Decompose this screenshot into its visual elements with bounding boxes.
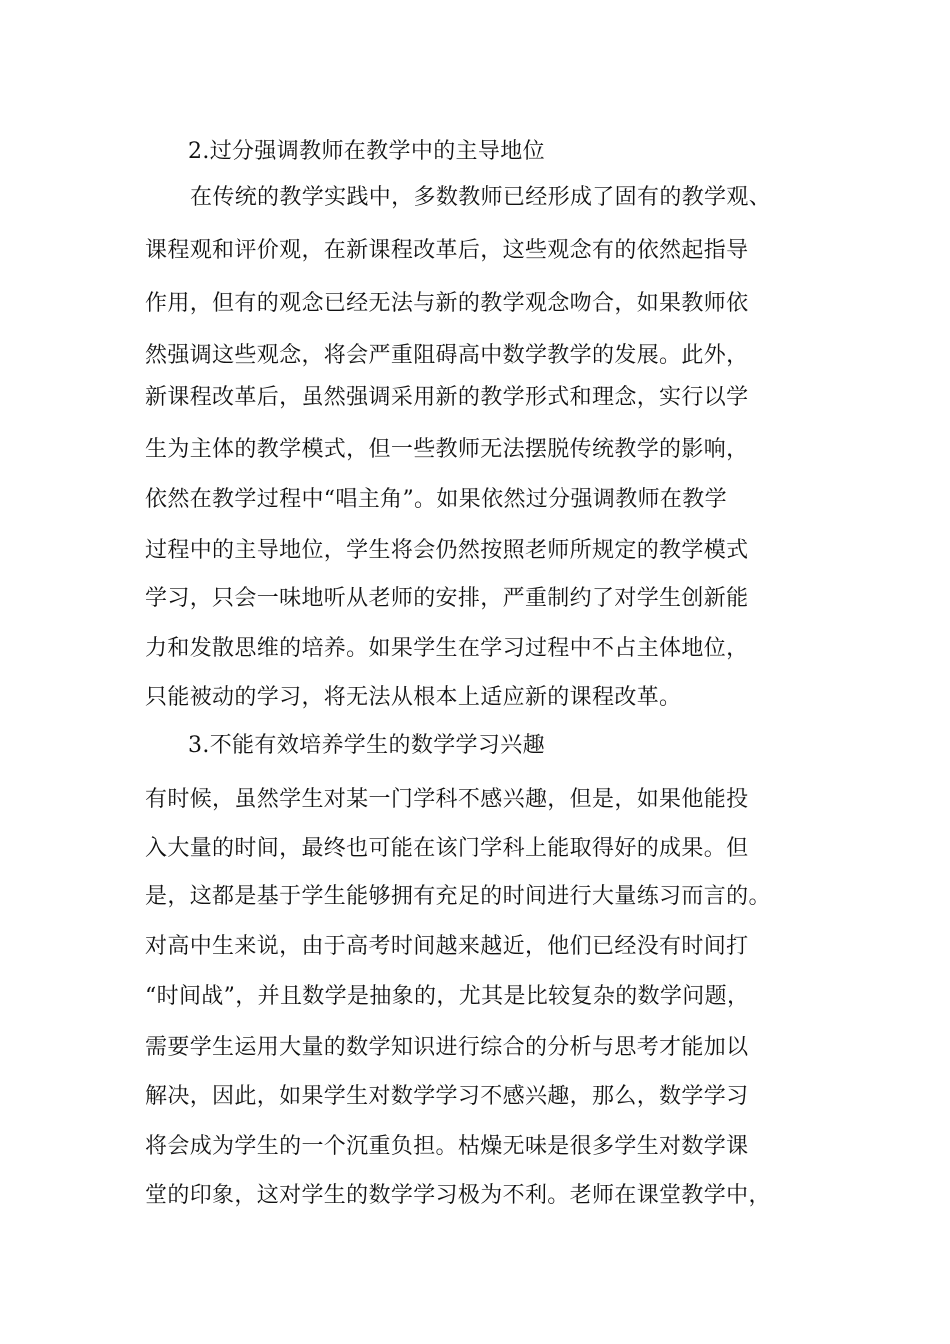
paragraph-line: 学习，只会一味地听从老师的安排，严重制约了对学生创新能 [145, 586, 749, 611]
paragraph-line: 对高中生来说，由于高考时间越来越近，他们已经没有时间打 [145, 934, 749, 959]
paragraph-line: 然强调这些观念，将会严重阻碍高中数学教学的发展。此外， [145, 343, 749, 368]
paragraph-line: 课程观和评价观，在新课程改革后，这些观念有的依然起指导 [145, 238, 749, 263]
paragraph-line: 新课程改革后，虽然强调采用新的教学形式和理念，实行以学 [145, 385, 749, 410]
paragraph-line: 依然在教学过程中“唱主角”。如果依然过分强调教师在教学 [145, 487, 727, 512]
paragraph-line: 堂的印象，这对学生的数学学习极为不利。老师在课堂教学中， [145, 1183, 771, 1208]
paragraph-line: 只能被动的学习，将无法从根本上适应新的课程改革。 [145, 685, 682, 710]
section-heading-3: 3.不能有效培养学生的数学学习兴趣 [188, 733, 545, 758]
paragraph-line: 需要学生运用大量的数学知识进行综合的分析与思考才能加以 [145, 1035, 749, 1060]
paragraph-line: 入大量的时间，最终也可能在该门学科上能取得好的成果。但 [145, 836, 749, 861]
paragraph-line: 是，这都是基于学生能够拥有充足的时间进行大量练习而言的。 [145, 884, 771, 909]
paragraph-line: 解决，因此，如果学生对数学学习不感兴趣，那么，数学学习 [145, 1084, 749, 1109]
paragraph-line: 作用，但有的观念已经无法与新的教学观念吻合，如果教师依 [145, 291, 749, 316]
paragraph-line: 有时候，虽然学生对某一门学科不感兴趣，但是，如果他能投 [145, 787, 749, 812]
section-heading-2: 2.过分强调教师在教学中的主导地位 [188, 139, 545, 164]
paragraph-line: 在传统的教学实践中，多数教师已经形成了固有的教学观、 [190, 185, 772, 210]
paragraph-line: 生为主体的教学模式，但一些教师无法摆脱传统教学的影响， [145, 437, 749, 462]
paragraph-line: 将会成为学生的一个沉重负担。枯燥无味是很多学生对数学课 [145, 1134, 749, 1159]
paragraph-line: “时间战”，并且数学是抽象的，尤其是比较复杂的数学问题， [145, 984, 750, 1009]
paragraph-line: 过程中的主导地位，学生将会仍然按照老师所规定的教学模式 [145, 538, 749, 563]
paragraph-line: 力和发散思维的培养。如果学生在学习过程中不占主体地位， [145, 636, 749, 661]
